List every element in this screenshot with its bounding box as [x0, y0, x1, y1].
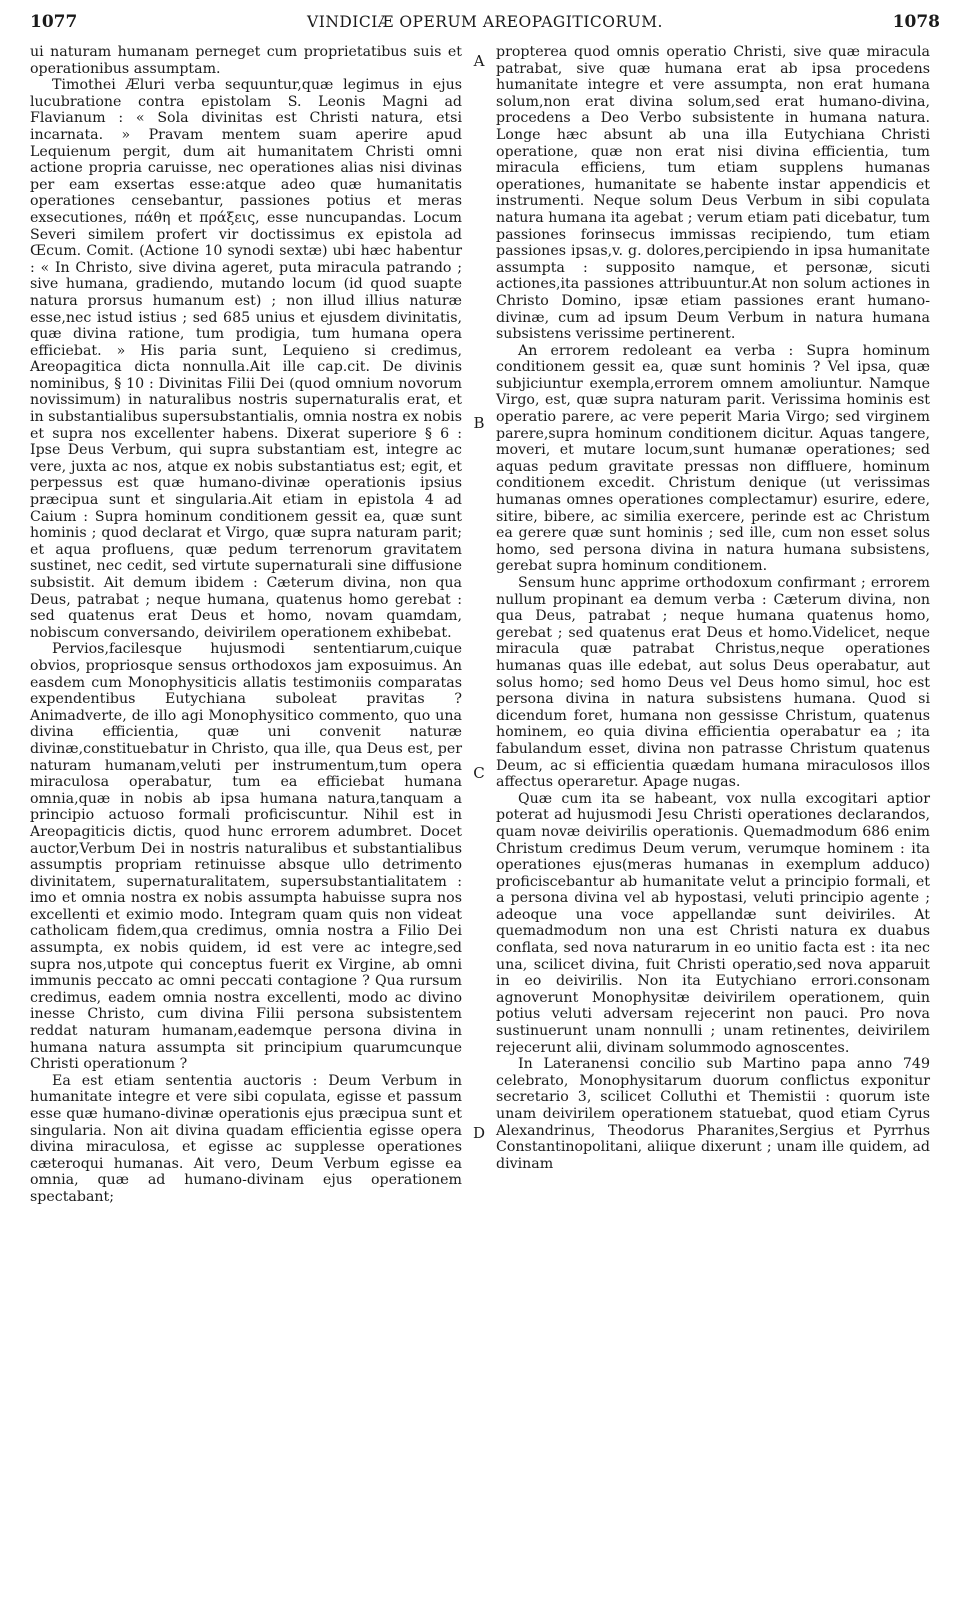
paragraph: Pervios,facilesque hujusmodi sententiarum,cuique obvios, propriosque sensus orthodoxos jam exposuimus. An easdem cum Monophysiticis allatis testimoniis comparatas expendentibus Eutychiana suboleat pravitas ? Animadverte, de illo agi Monophysitico commento, quo una divina efficientia, quæ uni convenit naturæ divinæ,constituebatur in Christo, qua ille, qua Deus est, per naturam humanam,veluti per instrumentum,tum opera miraculosa operabatur, tum ea efficiebat humana omnia,quæ in nobis ab ipsa humana natura,tanquam a principio actuoso formali proficiscuntur. Nihil est in Areopagiticis dictis, quod hunc errorem adumbret. Docet auctor,Verbum Dei in nostris naturalibus et substantialibus assumptis propriam retinuisse absque ullo detrimento divinitatem, supernaturalitatem, supersubstantialitatem : imo et omnia nostra ex nobis assumpta habuisse supra nos excellenti et eximio modo. Integram quam quis non videat catholicam fidem,qua credimus, omnia nostra a Filio Dei assumpta, ex nobis quidem, id est vere ac integre,sed supra nos,utpote qui conceptus fuerit ex Virgine, ab omni immunis peccato ac omni peccati contagione ? Qua rursum credimus, eadem omnia nostra excellenti, modo ac divino inesse Christo, cum divina Filii persona subsistentem reddat naturam humanam,eademque persona divina in humana natura assumpta sit principium quarumcunque Christi operationum ? — [30, 641, 463, 1073]
paragraph: Ea est etiam sententia auctoris : Deum Verbum in humanitate integre et vere sibi copulata, egisse et passum esse quæ humano-divinæ operationis ejus præcipua sunt et singularia. Non ait divina quadam efficientia egisse opera divina miraculosa, et egisse ac supplesse operationes cæteroqui humanas. Ait vero, Deum Verbum egisse ea omnia, quæ ad humano-divinam ejus operationem spectabant; — [30, 1072, 462, 1205]
page-number-right: 1078 — [892, 12, 940, 32]
paragraph: ui naturam humanam perneget cum proprietatibus suis et operationibus assumptam. — [30, 44, 462, 77]
paragraph: propterea quod omnis operatio Christi, sive quæ miracula patrabat, sive quæ humana erat ab ipsa procedens humanitate integre et vere assumpta, non erat humana solum,non erat divina solum,sed erat humano-divina, procedens a Deo Verbo subsistente in humana natura. Longe hæc absunt ab una illa Eutychiana Christi operatione, quæ non erat nisi divina efficientia, tum miracula efficiens, tum etiam supplens humanas operationes, humanitate se habente instar appendicis et instrumenti. Neque solum Deus Verbum in sibi copulata natura humana ita agebat ; verum etiam pati dicebatur, tum passiones forinsecus immissas recipiendo, tum etiam passiones ipsas,v. g. dolores,percipiendo in ipsa humanitate assumpta : supposito namque, et personæ, sicuti actiones,ita passiones attribuuntur.At non solum actiones in Christo Domino, ipsæ etiam passiones erant humano-divinæ, cum ad ipsum Deum Verbum in natura humana subsistens verissime pertinerent. — [496, 44, 930, 343]
right-column — [496, 44, 930, 1172]
left-column — [30, 44, 462, 1206]
paragraph: In Lateranensi concilio sub Martino papa anno 749 celebrato, Monophysitarum duorum conflictus exponitur secretario 3, scilicet Colluthi et Themistii : quorum iste unam deivirilem operationem statuebat, quod etiam Cyrus Alexandrinus, Theodorus Pharanites,Sergius et Pyrrhus Constantinopolitani, aliique dixerunt ; unam ille quidem, ad divinam — [496, 1056, 930, 1172]
margin-letter-b: B — [473, 414, 485, 432]
page-header — [30, 12, 940, 38]
margin-letter-d: D — [472, 1124, 486, 1142]
running-title: VINDICIÆ OPERUM AREOPAGITICORUM. — [307, 13, 663, 31]
margin-letter-a: A — [473, 52, 485, 70]
paragraph: Sensum hunc apprime orthodoxum confirmant ; errorem nullum propinant ea demum verba : Cæterum divina, non qua Deus, patrabat ; neque humana quatenus homo, gerebat ; sed quatenus erat Deus et homo.Videlicet, neque miracula quæ patrabat Christus,neque operationes humanas quas ille edebat, aut solus Deus operabatur, aut solus homo; sed homo Deus vel Deus homo simul, hoc est persona divina in natura subsistens humana. Quod si dicendum foret, humana non gessisse Christum, quatenus hominem, eo quia divina efficientia operabatur ea ; ita fabulandum esset, divina non patrasse Christum quatenus Deum, ac si efficientia quædam humana miraculosos illos affectus operaretur. Apage nugas. — [496, 575, 930, 791]
paragraph: Timothei Æluri verba sequuntur,quæ legimus in ejus lucubratione contra epistolam S. Leonis Magni ad Flavianum : « Sola divinitas est Christi natura, etsi incarnata. » Pravam mentem suam aperire apud Lequienum pergit, dum ait humanitatem Christi omni actione propria caruisse, nec operationes alias nisi divinas per eam exsertas esse:atque adeo quæ humanitatis operationes censebantur, passiones potius et meras exsecutiones, πάθη et πράξεις, esse nuncupandas. Locum Severi similem profert vir doctissimus ex epistola ad Œcum. Comit. (Actione 10 synodi sextæ) ubi hæc habentur : « In Christo, sive divina ageret, puta miracula patrando ; sive humana, gradiendo, mutando locum (id quod suapte natura prorsus humanum est) ; non illud illius naturæ esse,nec istud istius ; sed 685 unius et ejusdem divinitatis, quæ divina ratione, tum prodigia, tum humana opera efficiebat. » His paria sunt, Lequieno si credimus, Areopagitica dicta nonnulla.Ait ille cap.cit. De divinis nominibus, § 10 : Divinitas Filii Dei (quod omnium novorum novissimum) in naturalibus nostris supernaturalis erat, et in substantialibus supersubstantialis, omnia nostra ex nobis et supra nos excellenter habens. Dixerat superiore § 6 : Ipse Deus Verbum, qui supra substantiam est, integre ac vere, juxta ac nos, atque ex nobis substantiatus est; egit, et perpessus est quæ humano-divinæ operationis ipsius præcipua sunt et singularia.Ait etiam in epistola 4 ad Caium : Supra hominum conditionem gessit ea, quæ sunt hominis ; quod declarat et Virgo, quæ supra naturam parit; et aqua profluens, quæ pedum terrenorum gravitatem sustinet, nec cedit, sed virtute supernaturali sine diffusione subsistit. Ait demum ibidem : Cæterum divina, non qua Deus, patrabat ; neque humana, quatenus homo gerebat : sed quatenus erat Deus et homo, novam quamdam, nobiscum conversando, deivirilem operationem exhibebat. — [30, 77, 462, 641]
margin-letter-c: C — [473, 764, 485, 782]
page-number-left: 1077 — [30, 12, 78, 32]
paragraph: Quæ cum ita se habeant, vox nulla excogitari aptior poterat ad hujusmodi Jesu Christi operationes declarandos, quam novæ deivirilis operationis. Quemadmodum 686 enim Christum credimus Deum verum, verumque hominem : ita operationes ejus(meras humanas in exemplum adduco) proficiscebantur ab humanitate velut a principio formali, et a persona divina vel ab hypostasi, veluti principio agente ; adeoque una voce appellandæ sunt deiviriles. At quemadmodum non una est Christi natura ex duabus conflata, sed nova naturarum in eo unitio facta est : ita nec una, scilicet divina, fuit Christi operatio,sed nova apparuit in eo deivirilis. Non ita Eutychiano errori.consonam agnoverunt Monophysitæ deivirilem operationem, quin potius veluti adversam rejecerint non pauci. Pro nova sustinuerunt unam nonnulli ; unam retinentes, deivirilem rejecerunt alii, divinam solummodo agnoscentes. — [496, 790, 930, 1056]
paragraph: An errorem redoleant ea verba : Supra hominum conditionem gessit ea, quæ sunt hominis ? Vel ipsa, quæ subjiciuntur exempla,errorem omnem amoliuntur. Namque Virgo, est, quæ supra naturam parit. Verissima hominis est operatio parere, ac vere peperit Maria Virgo; sed virginem parere,supra hominum conditionem dicitur. Aquas tangere, moveri, et mutare locum,sunt humanæ operationes; sed aquas pedum gravitate pressas non diffluere, hominum conditionem excedit. Christum denique (ut verissimas humanas omnes operationes complectamur) esurire, edere, sitire, bibere, ac similia exercere, perinde est ac Christum ea gerere quæ sunt hominis ; sed ille, cum non esset solus homo, sed persona divina in natura humana subsistens, gerebat supra hominum conditionem. — [496, 342, 930, 575]
